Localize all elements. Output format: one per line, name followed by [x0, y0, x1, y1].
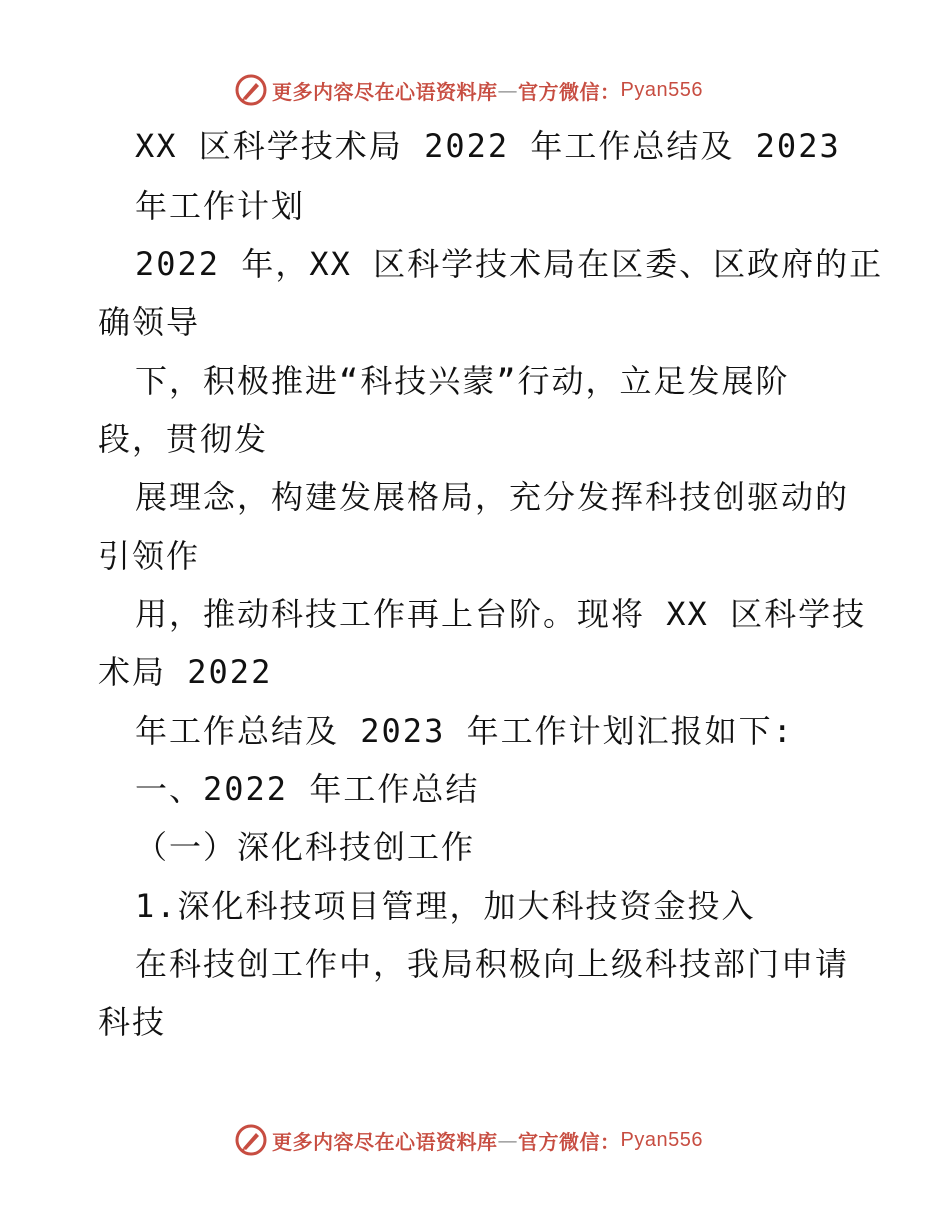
- doc-text-line: 展理念，构建发展格局，充分发挥科技创驱动的: [135, 478, 850, 516]
- doc-text-line: 在科技创工作中，我局积极向上级科技部门申请: [135, 945, 850, 983]
- doc-text-line: 年工作总结及 2023 年工作计划汇报如下:: [135, 712, 794, 750]
- doc-text-line: 引领作: [98, 537, 201, 575]
- watermark-wechat-id: Pyan556: [620, 78, 703, 101]
- doc-subsection-heading: （一）深化科技创工作: [135, 828, 476, 866]
- doc-text-line: 科技: [98, 1003, 167, 1041]
- doc-text-line: 下，积极推进“科技兴蒙”行动，立足发展阶: [135, 362, 790, 400]
- doc-text-line: 2022 年，XX 区科学技术局在区委、区政府的正: [135, 245, 884, 283]
- footer-watermark: [234, 1122, 703, 1158]
- doc-title-line-2: 年工作计划: [135, 187, 306, 225]
- doc-text-line: 术局 2022: [98, 653, 273, 691]
- watermark-label: 官方微信：: [518, 1129, 621, 1154]
- doc-item-heading: 1.深化科技项目管理，加大科技资金投入: [135, 887, 756, 925]
- header-watermark: [234, 72, 703, 108]
- doc-text-line: 确领导: [98, 303, 201, 341]
- watermark-brand: 更多内容尽在心语资料库: [272, 1129, 498, 1154]
- pen-logo-icon: [234, 73, 268, 107]
- doc-text-line: 段，贯彻发: [98, 420, 269, 458]
- pen-logo-icon: [234, 1123, 268, 1157]
- doc-section-heading: 一、2022 年工作总结: [135, 770, 480, 808]
- watermark-dash: —: [497, 1128, 518, 1152]
- watermark-dash: —: [497, 78, 518, 102]
- watermark-brand: 更多内容尽在心语资料库: [272, 79, 498, 104]
- watermark-wechat-id: Pyan556: [620, 1128, 703, 1151]
- doc-title-line-1: XX 区科学技术局 2022 年工作总结及 2023: [135, 127, 841, 165]
- watermark-label: 官方微信：: [518, 79, 621, 104]
- doc-text-line: 用，推动科技工作再上台阶。现将 XX 区科学技: [135, 595, 867, 633]
